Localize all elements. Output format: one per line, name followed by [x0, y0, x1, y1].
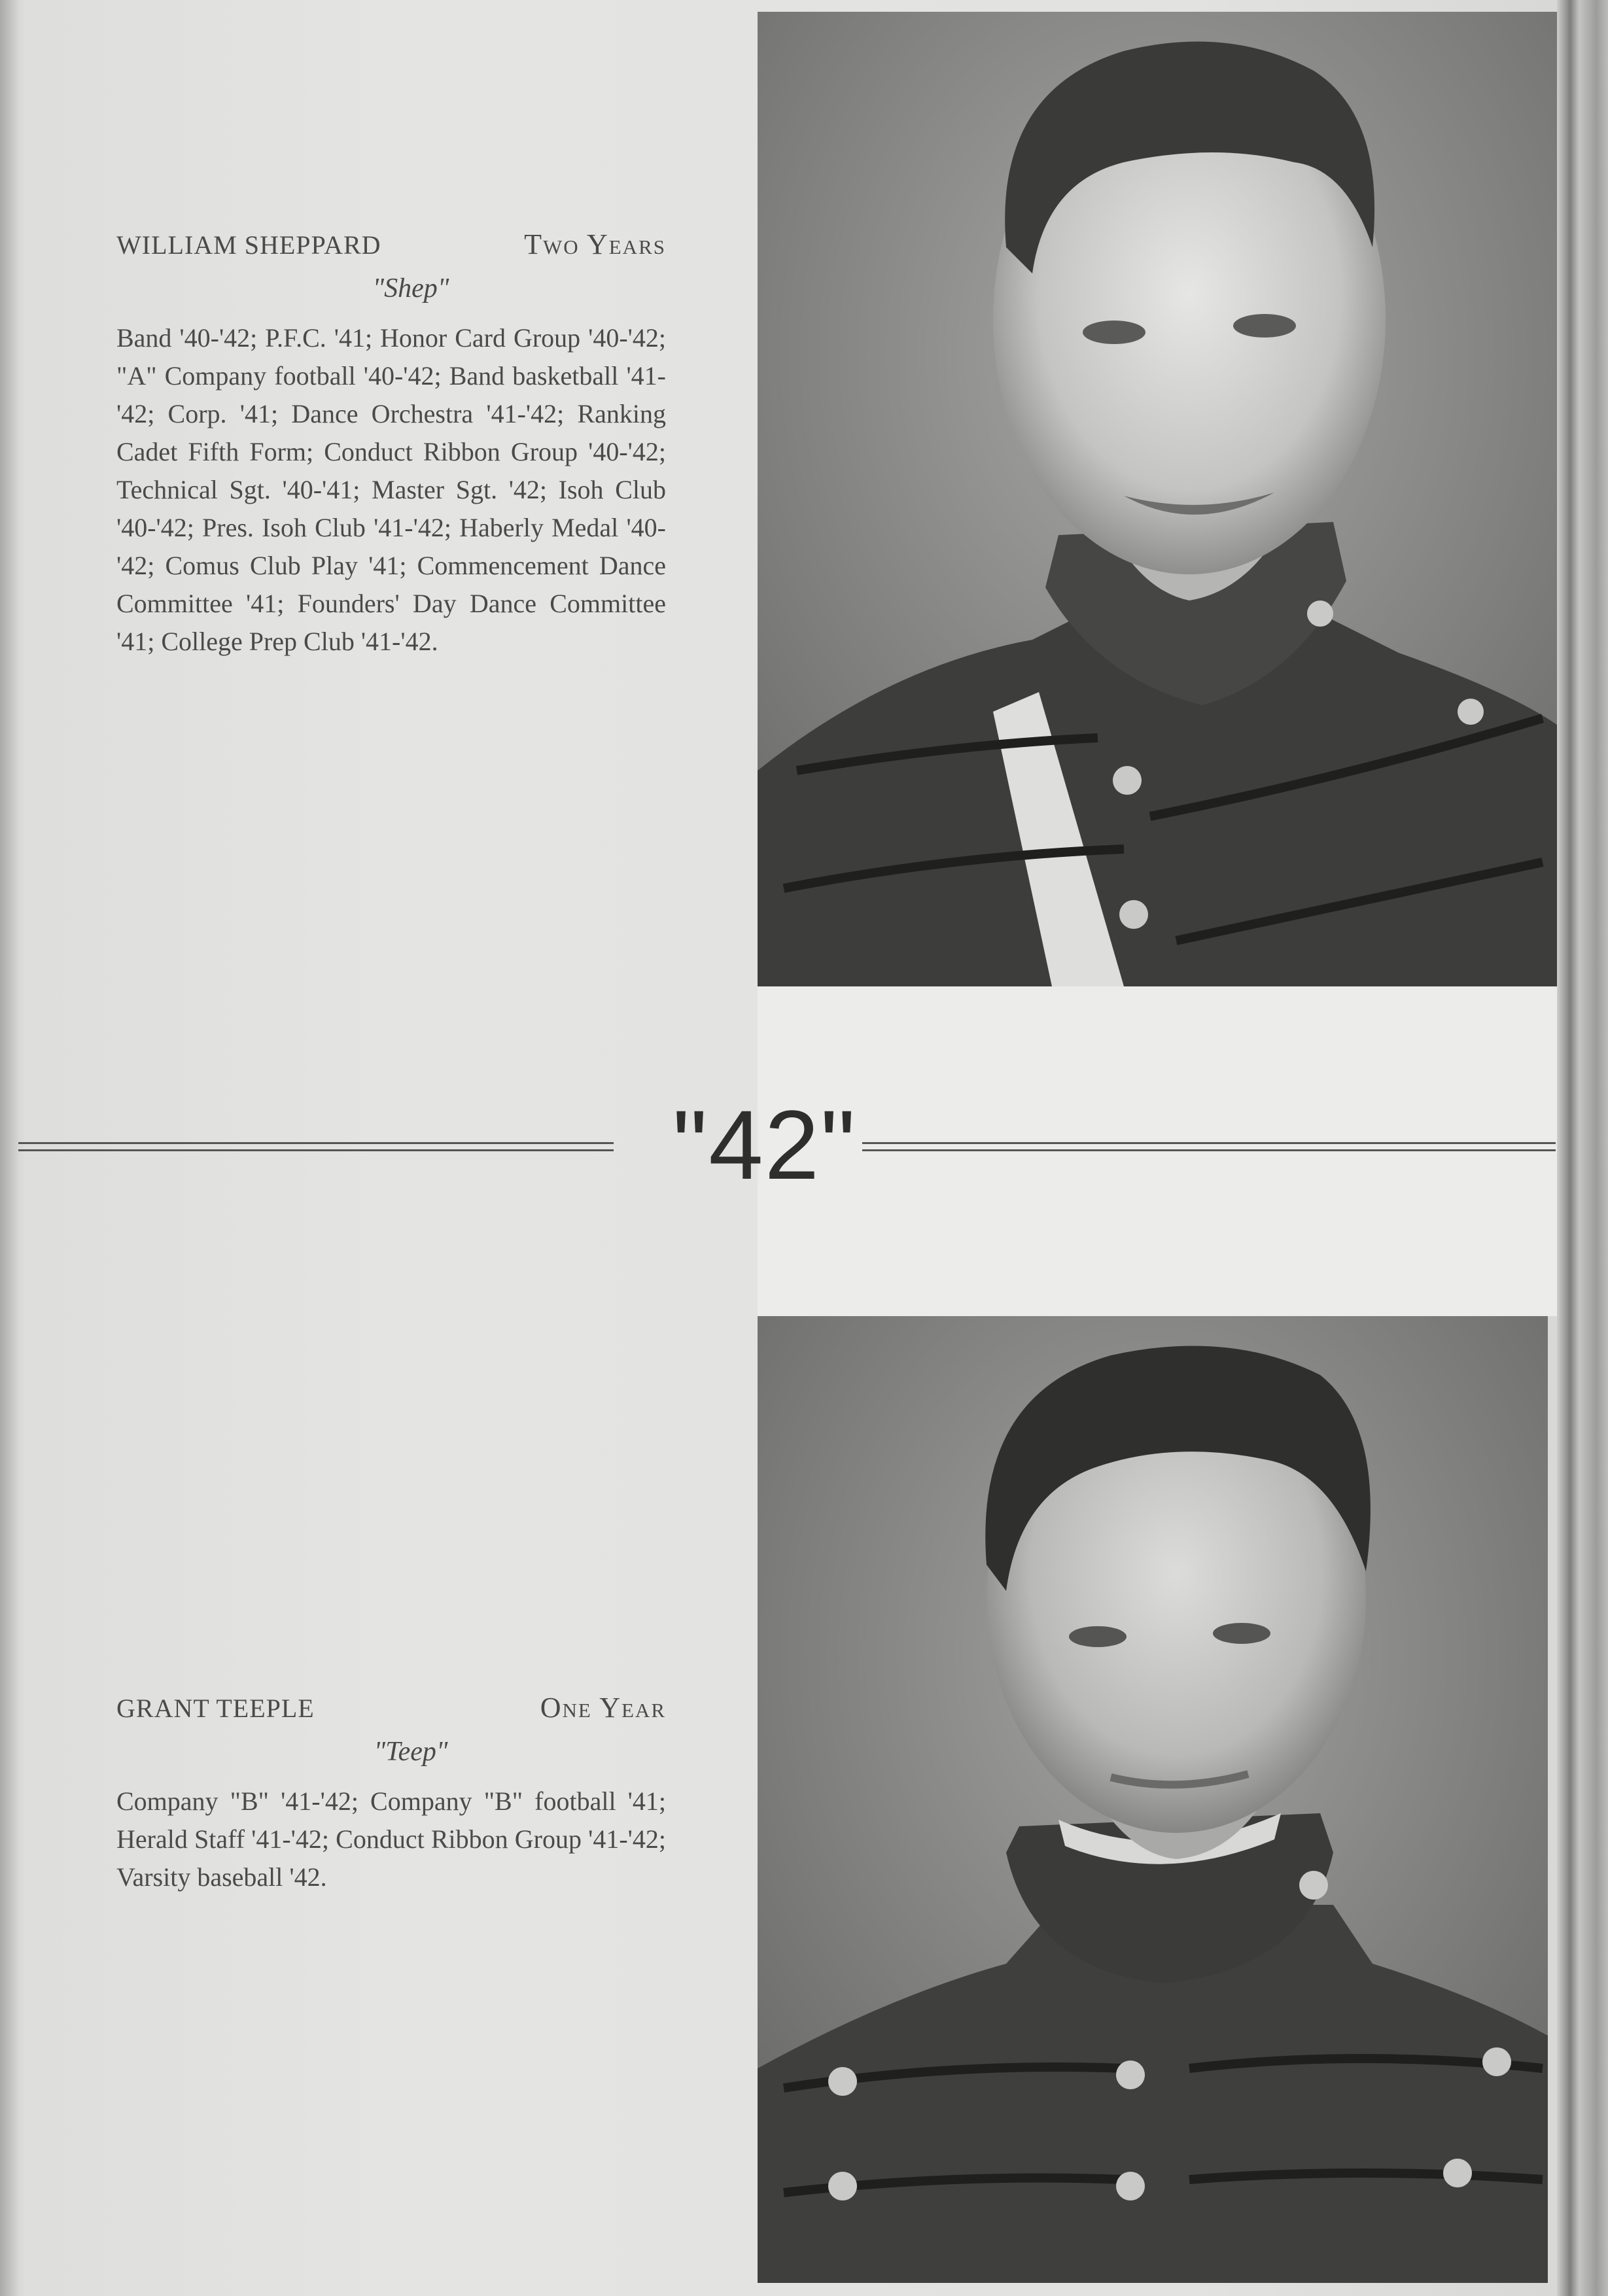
years-attended: Two Years: [524, 228, 666, 260]
divider-rule-left: [18, 1142, 614, 1151]
class-year-divider: [18, 1079, 1557, 1210]
cadet-name: WILLIAM SHEPPARD: [116, 230, 381, 260]
binding-edge: [1557, 0, 1608, 2296]
name-row: [116, 1689, 666, 1728]
name-row: [116, 226, 666, 264]
activities-record: Company "B" '41-'42; Company "B" football '41; Herald Staff '41-'42; Conduct Ribbon Group '41-'42; Varsity baseball '42.: [116, 1786, 666, 1892]
page-gutter-shadow: [0, 0, 18, 2296]
cadet-nickname: "Teep": [374, 1737, 448, 1767]
cadet-nickname: "Shep": [372, 273, 449, 304]
cadet-bio-teeple: [116, 1689, 666, 1896]
years-attended: One Year: [540, 1692, 666, 1724]
divider-rule-right: [862, 1142, 1556, 1151]
cadet-bio-sheppard: [116, 226, 666, 661]
portrait-photo: [758, 1316, 1548, 2283]
cadet-portrait-sheppard: [758, 12, 1557, 986]
cadet-portrait-teeple: [758, 1316, 1548, 2283]
portrait-photo: [758, 12, 1557, 986]
class-year-label: "42": [673, 1090, 857, 1200]
activities-record: Band '40-'42; P.F.C. '41; Honor Card Group '40-'42; "A" Company football '40-'42; Band basketball '41-'42; Corp. '41; Dance Orchestra '41-'42; Ranking Cadet Fifth Form; Conduct Ribbon Group '40-'42; Technical Sgt. '40-'41; Master Sgt. '42; Isoh Club '40-'42; Pres. Isoh Club '41-'42; Haberly Medal '40-'42; Comus Club Play '41; Commencement Dance Committee '41; Founders' Day Dance Committee '41; College Prep Club '41-'42.: [116, 323, 666, 656]
cadet-name: GRANT TEEPLE: [116, 1694, 315, 1723]
